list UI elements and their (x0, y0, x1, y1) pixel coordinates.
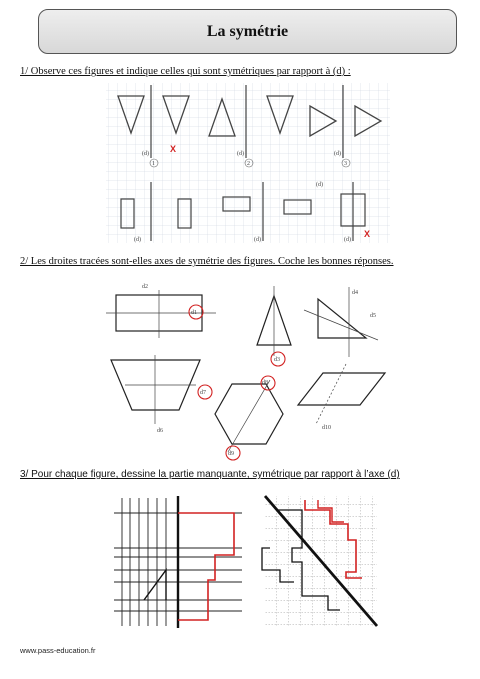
parallelogram (298, 373, 385, 405)
axis-label: (d) (237, 151, 244, 157)
question-1: 1/ Observe ces figures et indique celles qui sont symétriques par rapport à (d) : (20, 66, 351, 77)
label-d8: d8 (262, 380, 268, 386)
footer-url: www.pass-education.fr (20, 646, 96, 655)
axis-label: (d) (316, 182, 323, 188)
label-d3: d3 (274, 357, 280, 363)
label-d6: d6 (157, 428, 163, 434)
number-2: 2 (247, 161, 250, 167)
x-mark-1: X (170, 144, 177, 154)
q3-figure-right (262, 496, 377, 626)
axis-label: (d) (142, 151, 149, 157)
label-d1: d1 (191, 310, 197, 316)
label-d4: d4 (352, 290, 358, 296)
x-mark-2: X (364, 229, 371, 239)
axis-label: (d) (344, 237, 351, 243)
axis-label: (d) (134, 237, 141, 243)
axis-d5 (304, 310, 378, 340)
page-title: La symétrie (206, 22, 289, 40)
red-answer-left (178, 513, 234, 620)
label-d9: d9 (228, 451, 234, 457)
axis-label: (d) (254, 237, 261, 243)
axis-d8-d9 (228, 380, 270, 452)
number-3: 3 (344, 161, 347, 167)
q3-figure-left (114, 496, 242, 628)
number-1: 1 (152, 161, 155, 167)
axis-label: (d) (334, 151, 341, 157)
label-d2: d2 (142, 284, 148, 290)
label-d7: d7 (200, 390, 206, 396)
hexagon (215, 384, 283, 444)
left-shape (144, 570, 166, 600)
question-2: 2/ Les droites tracées sont-elles axes de symétrie des figures. Coche les bonnes réponses. (20, 256, 394, 267)
q2-figures (106, 284, 385, 460)
label-d5: d5 (370, 313, 376, 319)
question-3: 3/ Pour chaque figure, dessine la partie manquante, symétrique par rapport à l’axe (d) (20, 469, 400, 480)
label-d10: d10 (322, 425, 331, 431)
